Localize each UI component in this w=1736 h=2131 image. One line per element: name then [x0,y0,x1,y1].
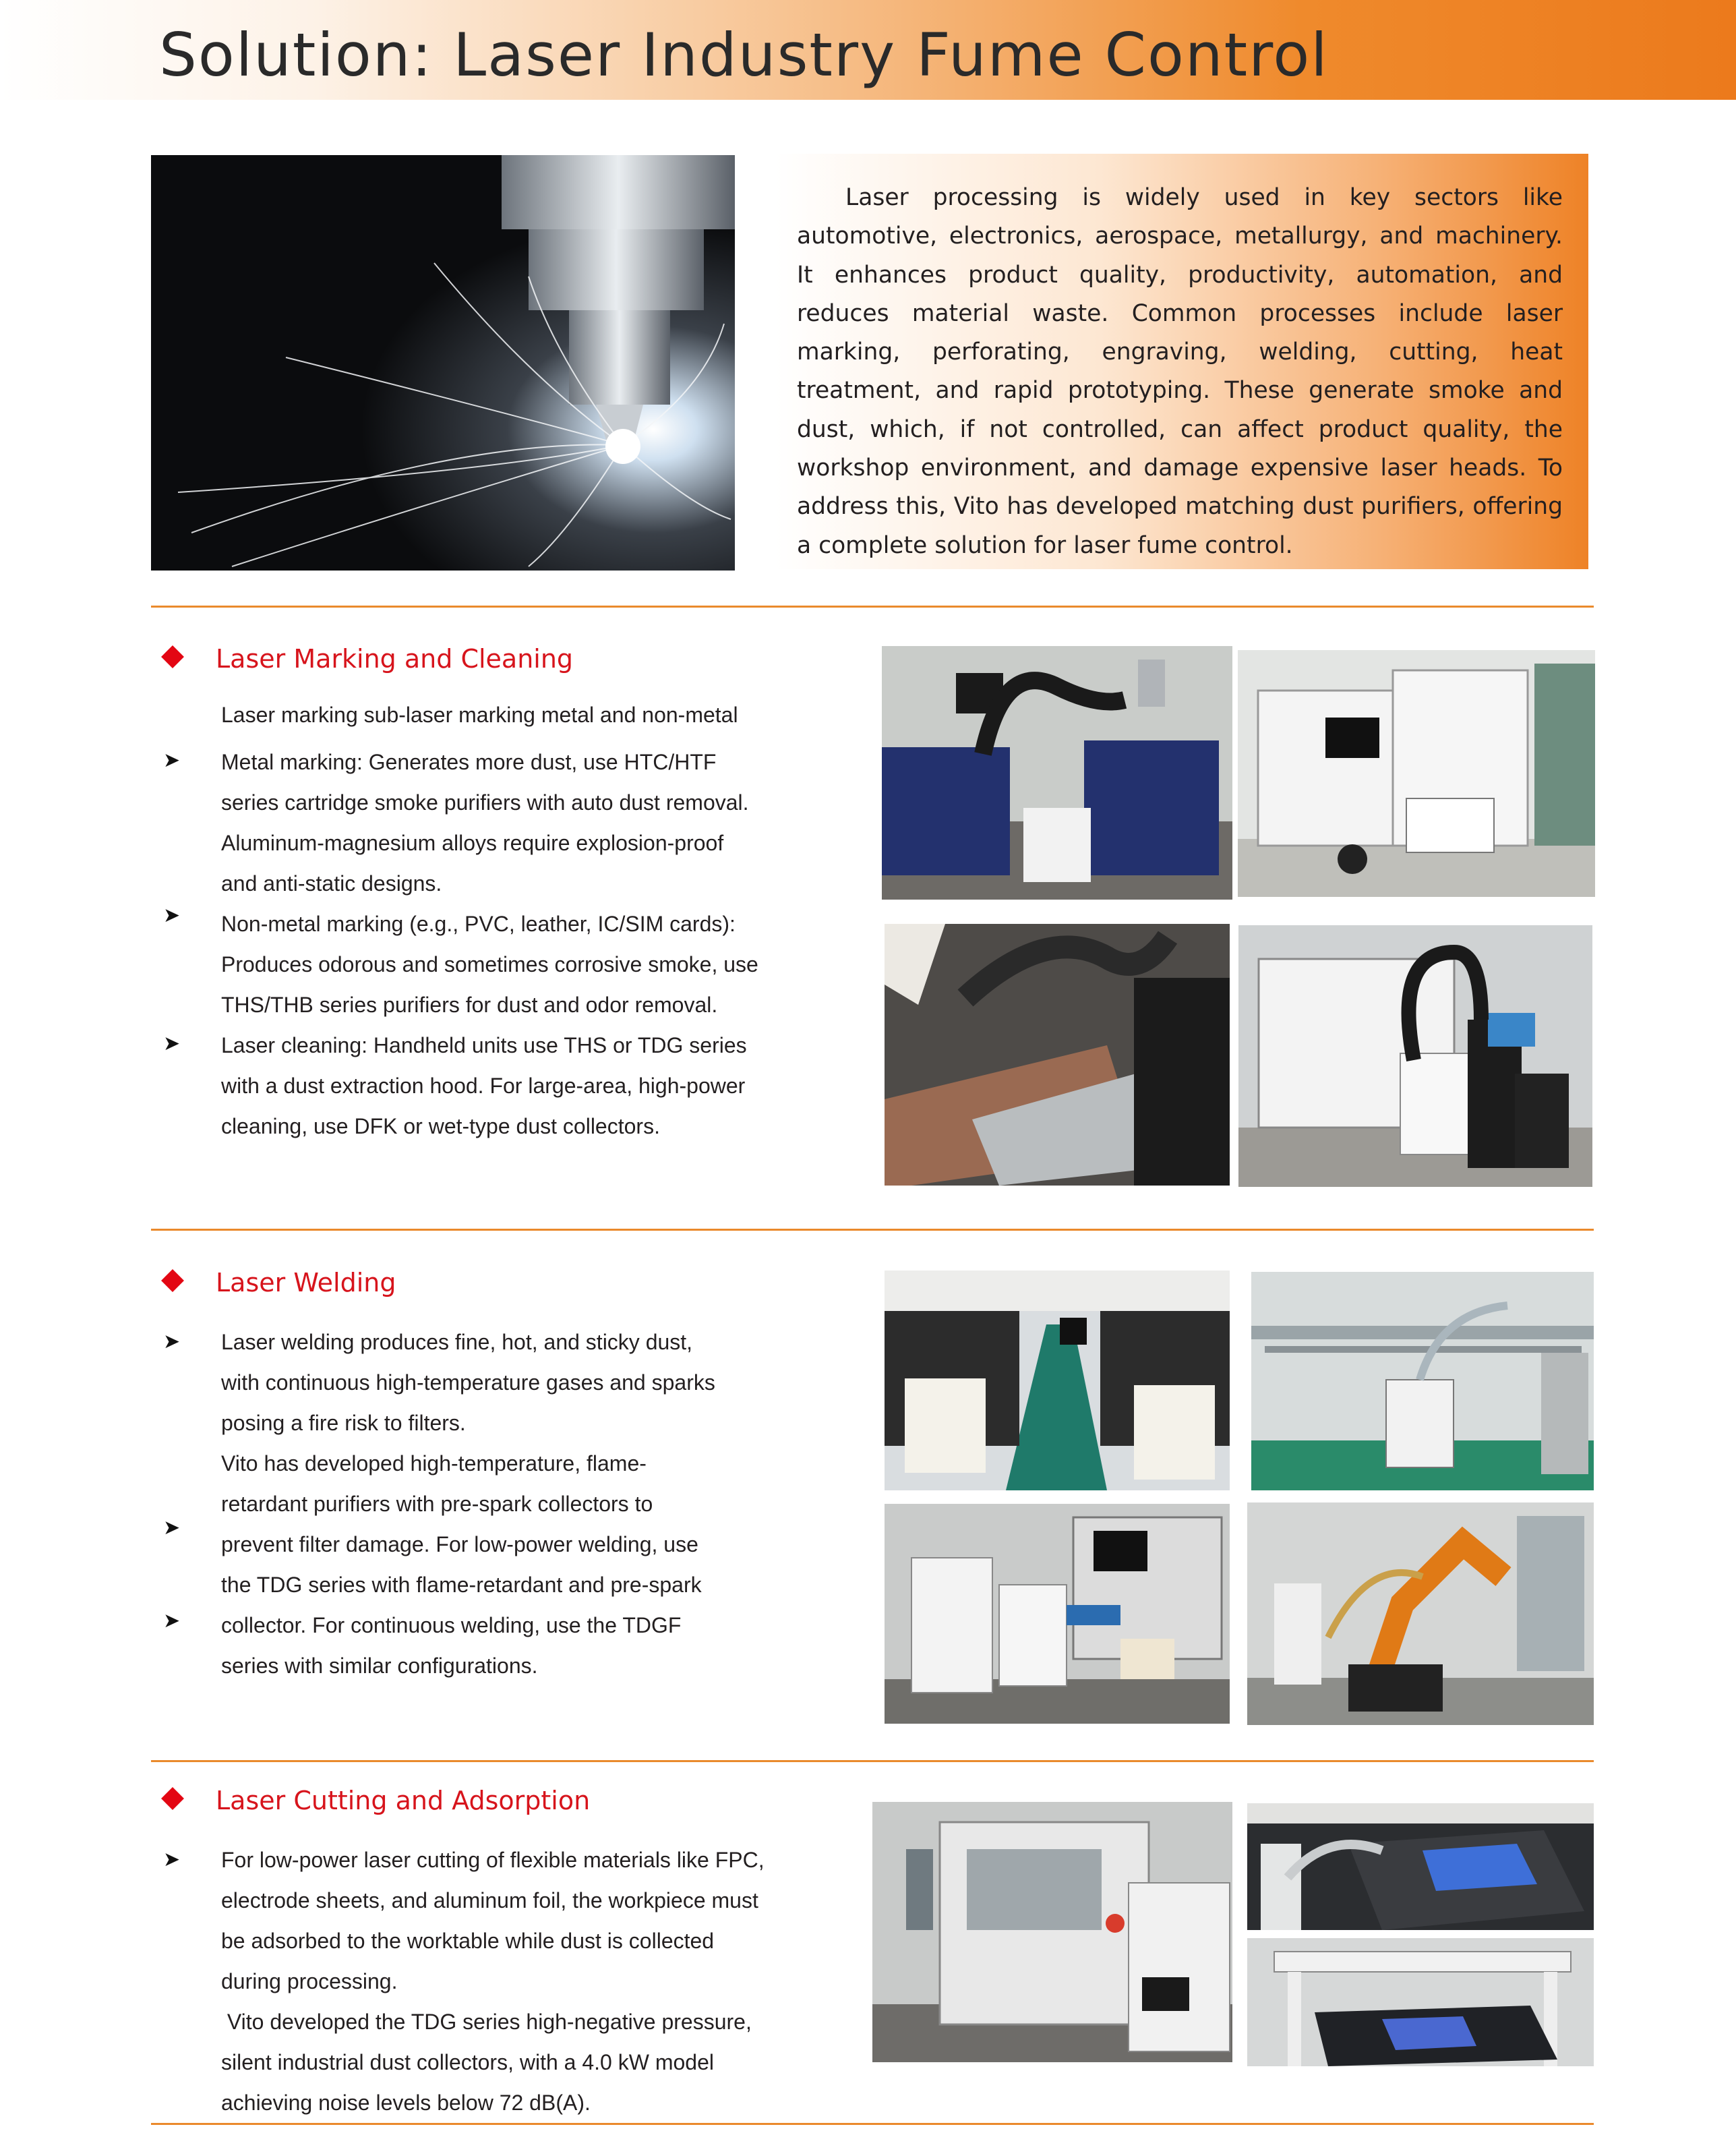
arrowhead-bullet-icon: ➤ [163,1609,181,1633]
cutting-line: during processing. [221,1969,398,1993]
cutting-line: Vito developed the TDG series high-negative pressure, [221,2010,752,2034]
welding-production-line-photo [885,1271,1230,1490]
cutting-line: achieving noise levels below 72 dB(A). [221,2091,591,2115]
welding-line: with continuous high-temperature gases and sparks [221,1370,715,1395]
welding-line: collector. For continuous welding, use the TDGF [221,1613,682,1637]
negative-pressure-table-photo [1247,1938,1594,2066]
welding-line: Vito has developed high-temperature, flame- [221,1451,647,1476]
section-heading-cutting: Laser Cutting and Adsorption [164,1786,590,1815]
robotic-welding-cell-photo [1247,1502,1594,1725]
laser-cleaning-hood-photo [885,924,1230,1186]
marking-line: Non-metal marking (e.g., PVC, leather, IC/SIM cards): [221,912,736,936]
section-heading-marking: Laser Marking and Cleaning [164,644,573,674]
arrowhead-bullet-icon: ➤ [163,749,181,772]
welding-line: Laser welding produces fine, hot, and sticky dust, [221,1330,693,1354]
enclosed-laser-workstation-photo [1238,650,1595,897]
arrowhead-bullet-icon: ➤ [163,1330,181,1353]
adsorption-worktable-photo [1247,1803,1594,1930]
cutting-dust-collector-photo [872,1802,1232,2062]
section-divider [151,606,1594,608]
section-divider [151,1229,1594,1231]
marking-line: Laser cleaning: Handheld units use THS or TDG series [221,1033,747,1057]
welding-workshop-photo [1251,1272,1594,1490]
laser-cutting-head-photo [151,155,735,571]
red-diamond-icon [161,1269,184,1292]
marking-line: with a dust extraction hood. For large-area, high-power [221,1074,746,1098]
marking-line: cleaning, use DFK or wet-type dust collectors. [221,1114,660,1138]
red-diamond-icon [161,1787,184,1810]
page-title: Solution: Laser Industry Fume Control [159,20,1329,90]
marking-line: Produces odorous and sometimes corrosive smoke, use [221,952,758,976]
section-divider [151,1760,1594,1762]
section-heading-welding: Laser Welding [164,1268,396,1297]
welding-line: prevent filter damage. For low-power welding, use [221,1532,698,1556]
marking-machine-photo [882,646,1232,900]
marking-line: Metal marking: Generates more dust, use HTC/HTF [221,750,717,774]
welding-station-purifier-photo [885,1504,1230,1724]
marking-line: Aluminum-magnesium alloys require explosion-proof [221,831,724,855]
welding-line: retardant purifiers with pre-spark collectors to [221,1492,653,1516]
arrowhead-bullet-icon: ➤ [163,1032,181,1055]
arrowhead-bullet-icon: ➤ [163,1848,181,1871]
red-diamond-icon [161,645,184,668]
cutting-line: For low-power laser cutting of flexible materials like FPC, [221,1848,765,1872]
section-divider [151,2123,1594,2125]
arrowhead-bullet-icon: ➤ [163,904,181,927]
intro-paragraph: Laser processing is widely used in key sectors like automotive, electronics, aerospace, metallurgy, and machinery. It enhances product quality, productivity, automation, and reduces material waste. Common processes include laser marking, perforating, engraving, welding, cutting, heat treatment, and rapid prototyping. These generate smoke and dust, which, if not controlled, can affect product quality, the workshop environment, and damage expensive laser heads. To address this, Vito has developed matching dust purifiers, offering a complete solution for laser fume control. [797,184,1563,559]
cutting-line: silent industrial dust collectors, with a 4.0 kW model [221,2050,714,2074]
arrowhead-bullet-icon: ➤ [163,1516,181,1540]
marking-line: THS/THB series purifiers for dust and odor removal. [221,993,718,1017]
cutting-line: electrode sheets, and aluminum foil, the workpiece must [221,1888,758,1913]
welding-line: posing a fire risk to filters. [221,1411,466,1435]
welding-line: series with similar configurations. [221,1654,538,1678]
cutting-line: be adsorbed to the worktable while dust is collected [221,1929,715,1953]
marking-line: series cartridge smoke purifiers with auto dust removal. [221,790,749,815]
marking-line: and anti-static designs. [221,871,442,896]
welding-line: the TDG series with flame-retardant and pre-spark [221,1573,702,1597]
marking-line: Laser marking sub-laser marking metal and non-metal [221,703,738,727]
large-area-cleaning-unit-photo [1238,925,1592,1187]
